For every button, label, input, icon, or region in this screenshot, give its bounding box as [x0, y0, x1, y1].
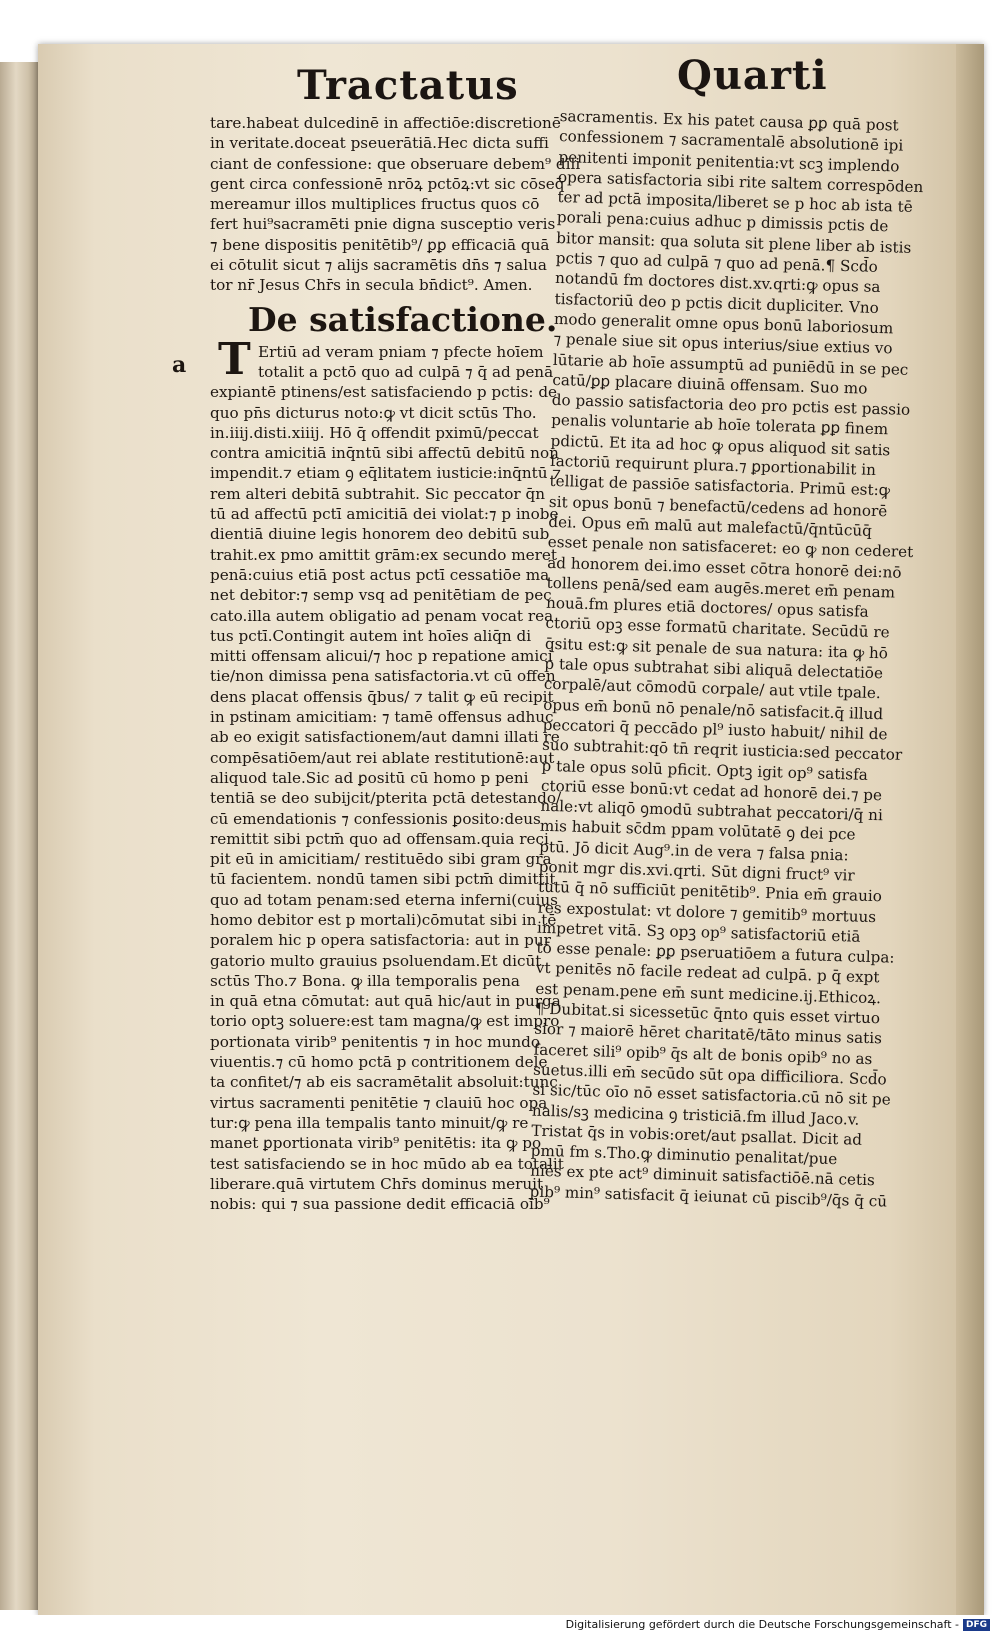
text-line: contra amicitiā inq̄ntū sibi affectū debitū non: [210, 444, 559, 463]
text-line: q̄situ est:ꝙ sit penale de sua natura: ita ꝙ hō: [544, 634, 889, 663]
text-line: in.iiij.disti.xiiij. Hō q̄ offendit pximū/peccat: [210, 423, 539, 442]
text-line: sit opus bonū ⁊ benefactū/cedens ad honorē: [548, 492, 888, 520]
text-line: ciant de confessione: que obseruare debem⁹ dili: [210, 154, 581, 173]
text-line: virtus sacramenti penitētie ⁊ clauiū hoc opa: [210, 1093, 548, 1112]
text-line: expiantē ptinens/est satisfaciendo p pctis: de: [210, 383, 558, 402]
book-edge: [0, 62, 40, 1610]
text-line: ponit mgr dis.xvi.qrti. Sūt digni fruct⁹ vir: [538, 857, 855, 885]
digitization-credit: [566, 1618, 990, 1631]
text-line: dei. Opus em̄ malū aut malefactū/q̄ntūcūq̄: [548, 512, 873, 540]
text-line: telligat de passiōe satisfactoria. Primū est:ꝙ: [549, 472, 891, 500]
text-line: penitenti imponit penitentia:vt scꝫ implendo: [558, 147, 900, 176]
text-line: tū facientem. nondū tamen sibi pctm̄ dimittit: [210, 870, 556, 889]
text-line: res expostulat: vt dolore ⁊ gemitib⁹ mortuus: [537, 898, 877, 926]
text-line: impetret vitā. Sꝫ opꝫ op⁹ satisfactoriū etiā: [536, 918, 861, 946]
text-line: nouā.fm plures etiā doctores/ opus satisfa: [545, 593, 869, 621]
text-line: porali pena:cuius adhuc p dimissis pctis de: [556, 208, 889, 236]
text-line: penalis voluntarie ab hoīe tolerata ꝑꝑ finem: [550, 411, 889, 439]
right-column: [529, 106, 947, 1212]
left-column-text-after-heading: [210, 342, 582, 1215]
text-line: tentiā se deo subijcit/pterita pctā detestando/: [210, 789, 562, 808]
text-line: pctis ⁊ quo ad culpā ⁊ quo ad penā.¶ Scd̄o: [555, 249, 879, 277]
text-line: tie/non dimissa pena satisfactoria.vt cū offen: [210, 667, 556, 686]
text-line: p tale opus solū pficit. Optꝫ igit op⁹ satisfa: [541, 756, 869, 784]
running-head-right: Quarti: [677, 52, 828, 99]
running-head-left: Tractatus: [297, 62, 519, 109]
text-line: bitor mansit: qua soluta sit plene liber ab istis: [556, 228, 912, 257]
text-line: quo pn̄s dicturus noto:ꝙ vt dicit sctūs Tho.: [210, 403, 537, 422]
page-fore-edge: [956, 44, 984, 1616]
text-line: mis habuit sc̄dm ppam volūtatē ꝯ dei pce: [539, 817, 856, 844]
text-line: dientiā diuine legis honorem deo debitū sub: [210, 525, 550, 544]
text-line: do passio satisfactoria deo pro pctis est passio: [551, 391, 911, 420]
text-line: est penam.pene em̄ sunt medicine.ij.Ethicoꝝ.: [535, 979, 882, 1008]
text-line: suo subtrahit:qō tn̄ reqrit iusticia:sed peccator: [541, 735, 903, 765]
text-line: gatorio multo grauius psoluendam.Et dicūt: [210, 951, 542, 970]
text-line: penā:cuius etiā post actus pctī cessatiōe ma: [210, 565, 550, 584]
text-line: vt penitēs nō facile redeat ad culpā. p q̄ expt: [535, 959, 880, 987]
text-line: ptū. Jō dicit Aug⁹.in de vera ⁊ falsa pnia:: [539, 837, 849, 865]
text-line: ter ad pctā imposita/liberet se p hoc ab ista tē: [557, 188, 913, 217]
text-line: aliquod tale.Sic ad ꝑositū cū homo p peni: [210, 768, 529, 787]
text-line: confessionem ⁊ sacramentalē absolutionē ipi: [558, 127, 904, 155]
text-line: sior ⁊ maiorē hēret charitatē/tāto minus satis: [533, 1020, 883, 1048]
text-line: lūtarie ab hoīe assumptū ad puniēdū in se pec: [552, 350, 909, 379]
text-line: sacramentis. Ex his patet causa ꝑꝑ quā post: [559, 106, 899, 135]
text-line: opus em̄ bonū nō penale/nō satisfacit.q̄ illud: [543, 695, 884, 723]
text-line: net debitor:⁊ semp vsq ad penitētiam de pec: [210, 586, 552, 605]
text-line: fert hui⁹sacramēti pnie digna susceptio veris: [210, 215, 556, 234]
text-line: remittit sibi pctm̄ quo ad offensam.quia reci: [210, 829, 549, 848]
text-line: peccatori q̄ peccādo pl⁹ iusto habuit/ nihil de: [542, 715, 888, 744]
text-line: opera satisfactoria sibi rite saltem correspōden: [557, 167, 924, 197]
text-line: sctūs Tho.⁊ Bona. ꝙ illa temporalis pena: [210, 971, 520, 990]
text-line: cū emendationis ⁊ confessionis ꝑosito:deus: [210, 809, 541, 828]
text-line: tisfactoriū deo p pctis dicit dupliciter. Vno: [554, 289, 880, 317]
text-line: modo generalit omne opus bonū laboriosum: [553, 309, 894, 338]
text-line: torio optꝫ soluere:est tam magna/ꝙ est impro: [210, 1012, 560, 1031]
text-line: pdictū. Et ita ad hoc ꝙ opus aliquod sit satis: [550, 431, 891, 460]
text-line: ad honorem dei.imo esset cōtra honorē dei:nō: [547, 553, 902, 582]
text-line: trahit.ex pmo amittit grām:ex secundo meret: [210, 545, 557, 564]
text-line: pmū fm s.Tho.ꝙ diminutio penalitat/pue: [530, 1141, 838, 1169]
text-line: compēsatiōem/aut rei ablate restitutionē:aut: [210, 748, 555, 767]
text-line: tutū q̄ nō sufficiūt penitētib⁹. Pnia em̄ grauio: [537, 877, 883, 906]
text-line: mitti offensam alicui/⁊ hoc p repatione amici: [210, 647, 553, 666]
text-line: quo ad totam penam:sed eterna inferni(cuius: [210, 890, 558, 909]
left-column-text-before-heading: [210, 113, 582, 296]
text-line: totalit a pctō quo ad culpā ⁊ q̄ ad penā: [258, 362, 554, 381]
right-column-text: [529, 106, 947, 1212]
text-line: pib⁹ min⁹ satisfacit q̄ ieiunat cū piscib⁹/q̄s q̄ cū: [529, 1182, 888, 1211]
text-line: mereamur illos multiplices fructus quos cō: [210, 195, 540, 214]
text-line: ctoriū opꝫ esse formatū charitate. Secūdū re: [545, 614, 890, 642]
marginal-letter: a: [172, 352, 187, 378]
text-line: tur:ꝙ pena illa tempalis tanto minuit/ꝙ re: [210, 1113, 529, 1132]
text-line: si sic/tūc oīo nō esset satisfactoria.cū nō sit pe: [532, 1080, 892, 1109]
text-line: test satisfaciendo se in hoc mūdo ab ea totalit: [210, 1154, 564, 1173]
text-line: pit eū in amicitiam/ restituēdo sibi gram gra: [210, 850, 552, 869]
text-line: factoriū requirunt plura.⁊ ꝑportionabilit in: [549, 451, 877, 480]
text-line: tare.habeat dulcedinē in affectiōe:discretionē: [210, 114, 561, 132]
text-line: in pstinam amicitiam: ⁊ tamē offensus adhuc: [210, 708, 554, 727]
text-line: p tale opus subtrahat sibi aliquā delectatiōe: [544, 654, 884, 683]
text-line: portionata virib⁹ penitentis ⁊ in hoc mundo: [210, 1032, 540, 1051]
text-line: esset penale non satisfaceret: eo ꝙ non cederet: [547, 533, 914, 562]
dfg-logo: DFG: [963, 1619, 990, 1631]
text-line: Ertiū ad veram pniam ⁊ pfecte hoīem: [258, 342, 544, 361]
text-line: in veritate.doceat pseuerātiā.Hec dicta suffi: [210, 134, 549, 153]
text-line: corpalē/aut cōmodū corpale/ aut vtile tpale.: [543, 675, 881, 703]
left-column: [210, 113, 582, 1214]
text-line: dens placat offensis q̄bus/ ⁊ talit ꝙ eū recipit: [210, 687, 554, 706]
text-line: liberare.quā virtutem Chr̄s dominus meruit: [210, 1174, 544, 1193]
text-line: suetus.illi em̄ secūdo sūt opa difficiliora. Scd̄o: [532, 1060, 887, 1089]
section-heading: De satisfactione.: [248, 299, 558, 339]
drop-initial: T: [218, 333, 251, 385]
text-line: gent circa confessionē nrōꝝ pctōꝝ:vt sic cōseq̄: [210, 174, 565, 193]
text-line: poralem hic p opera satisfactoria: aut in pur: [210, 931, 551, 950]
text-line: notandū fm doctores dist.xv.qrti:ꝙ opus sa: [554, 269, 881, 297]
text-line: manet ꝑportionata virib⁹ penitētis: ita ꝙ po: [210, 1134, 542, 1153]
text-line: viuentis.⁊ cū homo pctā p contritionem dele: [210, 1053, 548, 1072]
text-line: nobis: qui ⁊ sua passione dedit efficaciā oīb⁹: [210, 1195, 550, 1214]
text-line: tū ad affectū pctī amicitiā dei violat:⁊ p inobe: [210, 505, 559, 524]
text-line: cato.illa autem obligatio ad penam vocat rea: [210, 606, 554, 625]
text-line: rem alteri debitā subtrahit. Sic peccator q̄n: [210, 484, 546, 503]
text-line: catū/ꝑꝑ placare diuinā offensam. Suo mo: [552, 370, 868, 398]
text-line: impendit.⁊ etiam ꝯ eq̄litatem iusticie:inq̄ntū ⁊: [210, 464, 562, 483]
text-line: tus pctī.Contingit autem int hoīes aliq̄n di: [210, 626, 532, 645]
text-line: in quā etna cōmutat: aut quā hic/aut in purga: [210, 992, 561, 1011]
text-line: nalis/sꝫ medicina ꝯ tristiciā.fm illud Jaco.v.: [531, 1101, 860, 1129]
text-line: ei cōtulit sicut ⁊ alijs sacramētis dn̄s ⁊ salua: [210, 256, 547, 275]
text-line: nale:vt aliqō ꝯmodū subtrahat peccatori/q̄ ni: [540, 796, 884, 825]
text-line: faceret sili⁹ opib⁹ q̄s alt de bonis opib⁹ no as: [533, 1040, 873, 1068]
text-line: ⁊ penale siue sit opus interius/siue extius vo: [553, 330, 893, 358]
text-line: ⁊ bene dispositis penitētib⁹/ ꝑꝑ efficaciā quā: [210, 235, 550, 254]
text-line: ¶ Dubitat.si sicessetūc q̄nto quis esset virtuo: [534, 999, 881, 1028]
text-line: ta confitet/⁊ ab eis sacramētalit absoluit:tunc: [210, 1073, 558, 1092]
text-line: ab eo exigit satisfactionem/aut damni illati re: [210, 728, 560, 747]
text-line: ctoriū esse bonū:vt cedat ad honorē dei.⁊ pe: [540, 776, 883, 805]
text-line: niēs ex pte act⁹ diminuit satisfactiōē.nā cetis: [529, 1162, 876, 1190]
text-line: Tristat q̄s in vobis:oret/aut psallat. Dicit ad: [531, 1121, 863, 1149]
credit-text: Digitalisierung gefördert durch die Deutsche Forschungsgemeinschaft -: [565, 1618, 959, 1631]
text-line: tō esse penale: ꝑꝑ pseruatiōem a futura culpa:: [536, 938, 895, 967]
text-line: tollens penā/sed eam augēs.meret em̄ penam: [546, 573, 896, 602]
text-line: tor nr̄ Jesus Chr̄s in secula bn̄dict⁹. Amen.: [210, 276, 533, 295]
text-line: homo debitor est p mortali)cōmutat sibi in tē: [210, 910, 557, 929]
